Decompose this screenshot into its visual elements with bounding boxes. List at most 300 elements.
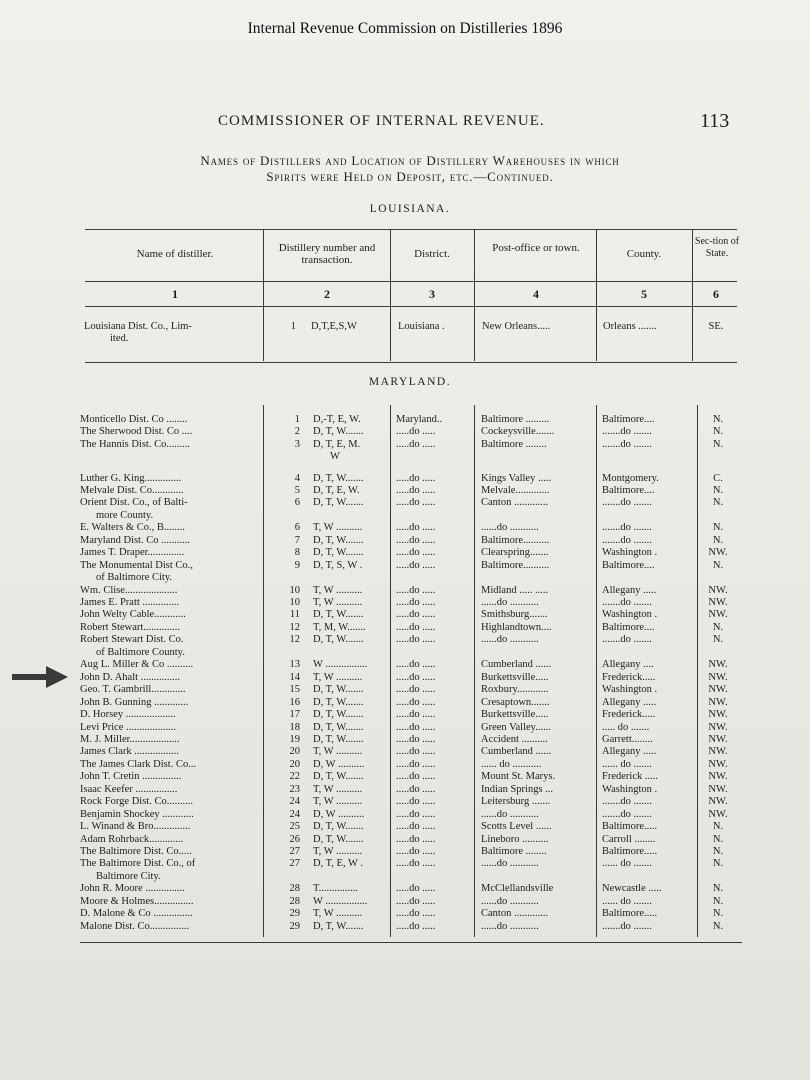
district: .....do ..... <box>396 438 436 450</box>
distiller-name: Moore & Holmes............... <box>80 895 194 907</box>
distiller-name: Maryland Dist. Co ........... <box>80 534 190 546</box>
distiller-name: Levi Price ................... <box>80 721 176 733</box>
distiller-name: Louisiana Dist. Co., Lim- <box>84 321 192 332</box>
district: .....do ..... <box>396 908 436 920</box>
section: NW. <box>708 758 728 770</box>
transaction: D, T, W....... <box>313 426 364 438</box>
distiller-name: Orient Dist. Co., of Balti- <box>80 497 188 509</box>
column-divider <box>474 405 475 937</box>
distillery-number: 28 <box>289 895 300 907</box>
column-divider <box>390 229 391 361</box>
distiller-name: Aug L. Miller & Co .......... <box>80 659 194 671</box>
section: NW. <box>708 746 728 758</box>
distillery-number: 6 <box>294 522 300 534</box>
section: NW. <box>708 796 728 808</box>
transaction: T, W .......... <box>313 522 363 534</box>
state-heading-louisiana: LOUISIANA. <box>369 203 451 215</box>
district: .....do ..... <box>396 858 436 870</box>
distillery-number: 17 <box>289 709 300 721</box>
county: Carroll ........ <box>602 833 656 845</box>
transaction: D, T, W....... <box>313 634 364 646</box>
distiller-name: Adam Rohrback............. <box>80 833 184 845</box>
distiller-name: M. J. Miller................... <box>80 733 180 745</box>
post-office: ......do ........... <box>481 858 539 870</box>
post-office: ......do ........... <box>481 634 539 646</box>
transaction: W <box>330 451 340 463</box>
distiller-name: Geo. T. Gambrill............. <box>80 684 186 696</box>
distiller-name: Melvale Dist. Co............ <box>80 484 184 496</box>
distillery-number: 13 <box>289 659 300 671</box>
county: Baltimore.... <box>602 484 655 496</box>
distiller-name: The Baltimore Dist. Co., of <box>80 858 196 870</box>
district: .....do ..... <box>396 609 436 621</box>
column-header-district: District. <box>414 248 450 260</box>
distiller-name: Rock Forge Dist. Co.......... <box>80 796 193 808</box>
county: .......do ....... <box>602 438 652 450</box>
table-title-line-2: Spirits were Held on Deposit, etc.—Continued. <box>266 169 554 184</box>
county: ...... do ....... <box>602 895 652 907</box>
section: N. <box>712 883 724 895</box>
transaction: D, T, W....... <box>313 721 364 733</box>
post-office: Green Valley...... <box>481 721 551 733</box>
column-header-section: Sec-tion of State. <box>694 236 740 259</box>
distiller-name: James Clark ................. <box>80 746 179 758</box>
distiller-name: John D. Ahalt ............... <box>80 671 181 683</box>
county: .......do ....... <box>602 796 652 808</box>
county: Frederick..... <box>602 671 656 683</box>
transaction: W ................ <box>313 659 368 671</box>
section: N. <box>712 559 724 571</box>
distiller-name-continued: of Baltimore County. <box>96 646 185 658</box>
post-office: Canton ............. <box>481 908 549 920</box>
post-office: Baltimore.......... <box>481 559 550 571</box>
district: .....do ..... <box>396 771 436 783</box>
section: NW. <box>708 696 728 708</box>
transaction: D,T,E,S,W <box>311 321 357 332</box>
transaction: D, T, W....... <box>313 547 364 559</box>
pointer-arrow-icon <box>12 666 68 688</box>
post-office: Canton ............. <box>481 497 549 509</box>
district: .....do ..... <box>396 559 436 571</box>
county: Garrett........ <box>602 733 653 745</box>
distiller-name: Isaac Keefer ................ <box>80 783 178 795</box>
transaction: D, T, E, W. <box>313 484 360 496</box>
county: ...... do ....... <box>602 758 652 770</box>
section: NW. <box>708 547 728 559</box>
section: N. <box>712 534 724 546</box>
transaction: T, W .......... <box>313 908 363 920</box>
header-rule <box>85 281 737 282</box>
district: .....do ..... <box>396 584 436 596</box>
distillery-number: 20 <box>289 758 300 770</box>
transaction: W ................ <box>313 895 368 907</box>
post-office: Kings Valley ..... <box>481 472 552 484</box>
distiller-name: Wm. Clise.................... <box>80 584 178 596</box>
district: .....do ..... <box>396 684 436 696</box>
transaction: D, T, W....... <box>313 684 364 696</box>
section: N. <box>712 908 724 920</box>
section: N. <box>712 426 724 438</box>
distiller-name: The Sherwood Dist. Co .... <box>80 426 193 438</box>
section: NW. <box>708 659 728 671</box>
district: .....do ..... <box>396 808 436 820</box>
transaction: D, T, W....... <box>313 609 364 621</box>
column-divider <box>390 405 391 937</box>
county: .......do ....... <box>602 920 652 932</box>
section: N. <box>712 414 724 425</box>
district: .....do ..... <box>396 522 436 534</box>
distillery-number: 12 <box>289 621 300 633</box>
post-office: Lineboro .......... <box>481 833 549 845</box>
post-office: ......do ........... <box>481 895 539 907</box>
distillery-number: 1 <box>294 414 300 425</box>
section: NW. <box>708 808 728 820</box>
state-heading-maryland: MARYLAND. <box>368 376 452 388</box>
distillery-number: 24 <box>289 808 300 820</box>
district: .....do ..... <box>396 821 436 833</box>
distiller-name: D. Malone & Co ............... <box>80 908 193 920</box>
district: .....do ..... <box>396 796 436 808</box>
section: N. <box>712 438 724 450</box>
column-number: 6 <box>713 287 719 301</box>
section: NW. <box>708 709 728 721</box>
distillery-number: 10 <box>289 597 300 608</box>
transaction: T, W .......... <box>313 597 363 608</box>
table-title-line-1: Names of Distillers and Location of Distillery Warehouses in which <box>200 153 620 168</box>
column-divider <box>263 405 264 937</box>
district: .....do ..... <box>396 783 436 795</box>
post-office: Mount St. Marys. <box>481 771 556 783</box>
county: ...... do ....... <box>602 858 652 870</box>
column-divider <box>692 229 693 361</box>
column-number: 2 <box>324 287 330 301</box>
post-office: Baltimore ........ <box>481 846 547 857</box>
county: Orleans ....... <box>603 321 657 332</box>
transaction: T............... <box>313 883 359 895</box>
county: .......do ....... <box>602 522 652 534</box>
distiller-name: James T. Draper.............. <box>80 547 185 559</box>
distiller-name: The Hannis Dist. Co......... <box>80 438 190 450</box>
transaction: D, T, W....... <box>313 472 364 484</box>
running-head: COMMISSIONER OF INTERNAL REVENUE. <box>218 113 545 129</box>
section: NW. <box>708 771 728 783</box>
county: Frederick ..... <box>602 771 658 783</box>
county: Montgomery. <box>602 472 659 484</box>
column-divider <box>596 405 597 937</box>
distillery-number: 29 <box>289 908 300 920</box>
district: Maryland.. <box>396 414 443 425</box>
post-office: Baltimore ........ <box>481 438 547 450</box>
distiller-name: The James Clark Dist. Co... <box>80 758 197 770</box>
distillery-number: 25 <box>289 821 300 833</box>
transaction: D, W .......... <box>313 758 365 770</box>
post-office: Midland ..... ..... <box>481 584 549 596</box>
post-office: Roxbury............ <box>481 684 549 696</box>
county: Baltimore..... <box>602 908 658 920</box>
distillery-number: 7 <box>294 534 300 546</box>
district: .....do ..... <box>396 547 436 559</box>
district: .....do ..... <box>396 721 436 733</box>
distillery-number: 10 <box>289 584 300 596</box>
district: Louisiana . <box>398 321 445 332</box>
section: N. <box>712 821 724 833</box>
transaction: T, W .......... <box>313 796 363 808</box>
distiller-name: James E. Pratt .............. <box>80 597 180 608</box>
county: .......do ....... <box>602 808 652 820</box>
column-header-county: County. <box>626 248 662 260</box>
distiller-name: The Baltimore Dist. Co..... <box>80 846 192 857</box>
transaction: D, T, W....... <box>313 771 364 783</box>
transaction: T, W .......... <box>313 671 363 683</box>
post-office: Burkettsville..... <box>481 671 549 683</box>
distillery-number: 22 <box>289 771 300 783</box>
county: Baltimore.... <box>602 414 655 425</box>
distillery-number: 1 <box>290 321 296 332</box>
post-office: Clearspring....... <box>481 547 549 559</box>
table-title <box>80 153 740 185</box>
transaction: T, W .......... <box>313 584 363 596</box>
section: N. <box>712 895 724 907</box>
distillery-number: 15 <box>289 684 300 696</box>
county: Baltimore.... <box>602 621 655 633</box>
distiller-name-continued: more County. <box>96 509 154 521</box>
county: Newcastle ..... <box>602 883 662 895</box>
transaction: D, T, E, W . <box>313 858 363 870</box>
section: N. <box>712 522 724 534</box>
post-office: ......do ........... <box>481 597 539 608</box>
district: .....do ..... <box>396 497 436 509</box>
county: Allegany ..... <box>602 584 657 596</box>
section: N. <box>712 920 724 932</box>
column-number: 4 <box>533 287 539 301</box>
district: .....do ..... <box>396 659 436 671</box>
county: Washington . <box>602 783 658 795</box>
district: .....do ..... <box>396 621 436 633</box>
post-office: Baltimore.......... <box>481 534 550 546</box>
distillery-number: 16 <box>289 696 300 708</box>
post-office: Scotts Level ...... <box>481 821 552 833</box>
transaction: D, T, W....... <box>313 821 364 833</box>
county: Allegany .... <box>602 659 654 671</box>
post-office: Melvale............. <box>481 484 550 496</box>
distillery-number: 19 <box>289 733 300 745</box>
column-divider <box>474 229 475 361</box>
column-divider <box>263 229 264 361</box>
distillery-number: 29 <box>289 920 300 932</box>
section: NW. <box>708 684 728 696</box>
distiller-name-continued: Baltimore City. <box>96 870 161 882</box>
transaction: D, T, W....... <box>313 833 364 845</box>
section: N. <box>712 858 724 870</box>
column-number: 3 <box>429 287 435 301</box>
column-header-distillery-number: Distillery number and transaction. <box>278 242 376 266</box>
district: .....do ..... <box>396 634 436 646</box>
section: N. <box>712 833 724 845</box>
post-office: Baltimore ......... <box>481 414 550 425</box>
transaction: T, M, W....... <box>313 621 366 633</box>
distillery-number: 12 <box>289 634 300 646</box>
distiller-name: The Monumental Dist Co., <box>80 559 193 571</box>
distillery-number: 20 <box>289 746 300 758</box>
distillery-number: 18 <box>289 721 300 733</box>
column-header-post-office: Post-office or town. <box>492 242 580 254</box>
county: Baltimore..... <box>602 821 658 833</box>
post-office: Smithsburg....... <box>481 609 548 621</box>
transaction: D, W .......... <box>313 808 365 820</box>
column-divider <box>596 229 597 361</box>
distillery-number: 3 <box>294 438 300 450</box>
distiller-name: John B. Gunning ............. <box>80 696 189 708</box>
distillery-number: 24 <box>289 796 300 808</box>
section: NW. <box>708 733 728 745</box>
county: Washington . <box>602 547 658 559</box>
post-office: Highlandtown.... <box>481 621 552 633</box>
section: NW. <box>708 783 728 795</box>
section: NW. <box>708 597 728 608</box>
distillery-number: 4 <box>294 472 300 484</box>
county: .......do ....... <box>602 597 652 608</box>
column-number: 5 <box>641 287 647 301</box>
district: .....do ..... <box>396 426 436 438</box>
district: .....do ..... <box>396 846 436 857</box>
post-office: ......do ........... <box>481 808 539 820</box>
county: .......do ....... <box>602 634 652 646</box>
column-number: 1 <box>172 287 178 301</box>
post-office: McClellandsville <box>481 883 554 895</box>
section: N. <box>712 497 724 509</box>
distiller-name: John R. Moore ............... <box>80 883 185 895</box>
transaction: D, T, W....... <box>313 497 364 509</box>
distiller-name: Robert Stewart.............. <box>80 621 181 633</box>
district: .....do ..... <box>396 484 436 496</box>
district: .....do ..... <box>396 758 436 770</box>
transaction: D, T, E, M. <box>313 438 361 450</box>
page-number: 113 <box>700 110 730 132</box>
louisiana-bottom-rule <box>85 362 737 363</box>
transaction: D, T, S, W . <box>313 559 363 571</box>
section: N. <box>712 621 724 633</box>
county: Washington . <box>602 684 658 696</box>
district: .....do ..... <box>396 746 436 758</box>
distiller-name: Luther G. King.............. <box>80 472 182 484</box>
distillery-number: 14 <box>289 671 300 683</box>
section: N. <box>712 846 724 857</box>
district: .....do ..... <box>396 883 436 895</box>
distiller-name: Malone Dist. Co............... <box>80 920 190 932</box>
post-office: Cumberland ...... <box>481 746 552 758</box>
distillery-number: 9 <box>294 559 300 571</box>
distiller-name: D. Horsey ................... <box>80 709 176 721</box>
district: .....do ..... <box>396 833 436 845</box>
distiller-name: E. Walters & Co., B........ <box>80 522 185 534</box>
table-bottom-rule <box>80 942 742 943</box>
distillery-number: 2 <box>294 426 300 438</box>
transaction: D, T, W....... <box>313 920 364 932</box>
county: .......do ....... <box>602 426 652 438</box>
county: Washington . <box>602 609 658 621</box>
district: .....do ..... <box>396 671 436 683</box>
section: N. <box>712 484 724 496</box>
distiller-name: L. Winand & Bro.............. <box>80 821 191 833</box>
transaction: D, T, W....... <box>313 733 364 745</box>
county: .......do ....... <box>602 534 652 546</box>
county: Allegany ..... <box>602 746 657 758</box>
post-office: Cumberland ...... <box>481 659 552 671</box>
county: Baltimore..... <box>602 846 658 857</box>
distillery-number: 28 <box>289 883 300 895</box>
district: .....do ..... <box>396 534 436 546</box>
distillery-number: 23 <box>289 783 300 795</box>
section: NW. <box>708 609 728 621</box>
section: N. <box>712 634 724 646</box>
section: NW. <box>708 584 728 596</box>
post-office: Burkettsville..... <box>481 709 549 721</box>
district: .....do ..... <box>396 733 436 745</box>
distiller-name: John Welty Cable............ <box>80 609 186 621</box>
post-office: Indian Springs ... <box>481 783 554 795</box>
county: ..... do ....... <box>602 721 650 733</box>
transaction: D, T, W....... <box>313 709 364 721</box>
distiller-name: Robert Stewart Dist. Co. <box>80 634 184 646</box>
distiller-name: Benjamin Shockey ............ <box>80 808 194 820</box>
distillery-number: 26 <box>289 833 300 845</box>
district: .....do ..... <box>396 895 436 907</box>
district: .....do ..... <box>396 696 436 708</box>
transaction: D, T, W....... <box>313 534 364 546</box>
transaction: T, W .......... <box>313 783 363 795</box>
post-office: Leitersburg ....... <box>481 796 551 808</box>
section: SE. <box>708 321 724 332</box>
post-office: New Orleans..... <box>482 321 551 332</box>
post-office: ......do ........... <box>481 920 539 932</box>
district: .....do ..... <box>396 920 436 932</box>
district: .....do ..... <box>396 709 436 721</box>
column-number-rule <box>85 306 737 307</box>
column-header-name: Name of distiller. <box>136 248 214 260</box>
section: NW. <box>708 671 728 683</box>
distiller-name-continued: ited. <box>110 333 129 344</box>
transaction: T, W .......... <box>313 746 363 758</box>
table-top-rule <box>85 229 737 230</box>
post-office: ......do ........... <box>481 522 539 534</box>
transaction: D, T, W....... <box>313 696 364 708</box>
post-office: Cockeysville....... <box>481 426 555 438</box>
district: .....do ..... <box>396 597 436 608</box>
section: NW. <box>708 721 728 733</box>
distillery-number: 27 <box>289 858 300 870</box>
section: C. <box>713 472 723 484</box>
county: Baltimore.... <box>602 559 655 571</box>
distillery-number: 6 <box>294 497 300 509</box>
county: .......do ....... <box>602 497 652 509</box>
post-office: Cresaptown....... <box>481 696 550 708</box>
distiller-name: Monticello Dist. Co ........ <box>80 414 188 425</box>
distillery-number: 8 <box>294 547 300 559</box>
transaction: D,-T, E, W. <box>313 414 361 425</box>
county: Frederick..... <box>602 709 656 721</box>
district: .....do ..... <box>396 472 436 484</box>
post-office: ...... do ........... <box>481 758 542 770</box>
distillery-number: 27 <box>289 846 300 857</box>
distiller-name: John T. Cretin ............... <box>80 771 182 783</box>
post-office: Accident .......... <box>481 733 548 745</box>
image-caption: Internal Revenue Commission on Distilleries 1896 <box>247 20 563 37</box>
distiller-name-continued: of Baltimore City. <box>96 572 173 584</box>
distillery-number: 5 <box>294 484 300 496</box>
county: Allegany ..... <box>602 696 657 708</box>
transaction: T, W .......... <box>313 846 363 857</box>
distillery-number: 11 <box>289 609 300 621</box>
